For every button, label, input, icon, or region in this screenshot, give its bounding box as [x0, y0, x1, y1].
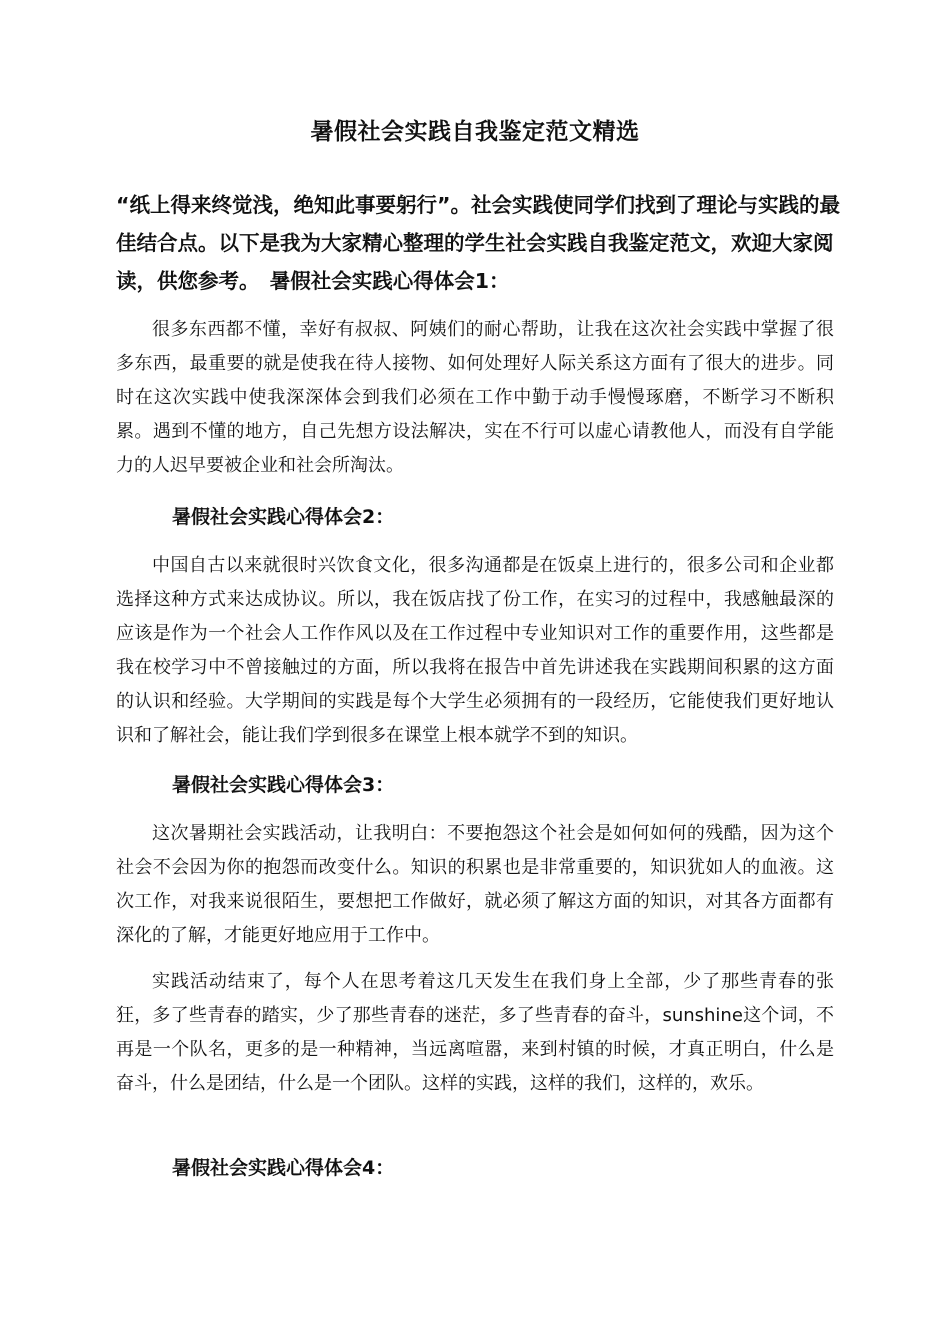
paragraph-4: 实践活动结束了，每个人在思考着这几天发生在我们身上全部，少了那些青春的张狂，多了些青春的踏实，少了那些青春的迷茫，多了些青春的奋斗，sunshine这个词，不再是一个队名，更多的是一种精神，当远离喧嚣，来到村镇的时候，才真正明白，什么是奋斗，什么是团结，什么是一个团队。这样的实践，这样的我们，这样的，欢乐。 — [116, 971, 834, 1094]
paragraph-1: 很多东西都不懂，幸好有叔叔、阿姨们的耐心帮助，让我在这次社会实践中掌握了很多东西，最重要的就是使我在待人接物、如何处理好人际关系这方面有了很大的进步。同时在这次实践中使我深深体会到我们必须在工作中勤于动手慢慢琢磨，不断学习不断积累。遇到不懂的地方，自己先想方设法解决，实在不行可以虚心请教他人，而没有自学能力的人迟早要被企业和社会所淘汰。 — [116, 319, 834, 476]
section-heading-3: 暑假社会实践心得体会3： — [172, 774, 395, 796]
intro-paragraph: “纸上得来终觉浅，绝知此事要躬行”。社会实践使同学们找到了理论与实践的最佳结合点。以下是我为大家精心整理的学生社会实践自我鉴定范文，欢迎大家阅读，供您参考。 暑假社会实践心得体会1： — [116, 193, 840, 293]
section-heading-4: 暑假社会实践心得体会4： — [172, 1157, 395, 1179]
section-heading-2: 暑假社会实践心得体会2： — [172, 506, 395, 528]
paragraph-2: 中国自古以来就很时兴饮食文化，很多沟通都是在饭桌上进行的，很多公司和企业都选择这种方式来达成协议。所以，我在饭店找了份工作，在实习的过程中，我感触最深的应该是作为一个社会人工作作风以及在工作过程中专业知识对工作的重要作用，这些都是我在校学习中不曾接触过的方面，所以我将在报告中首先讲述我在实践期间积累的这方面的认识和经验。大学期间的实践是每个大学生必须拥有的一段经历，它能使我们更好地认识和了解社会，能让我们学到很多在课堂上根本就学不到的知识。 — [116, 555, 834, 746]
paragraph-3: 这次暑期社会实践活动，让我明白：不要抱怨这个社会是如何如何的残酷，因为这个社会不会因为你的抱怨而改变什么。知识的积累也是非常重要的，知识犹如人的血液。这次工作，对我来说很陌生，要想把工作做好，就必须了解这方面的知识，对其各方面都有深化的了解，才能更好地应用于工作中。 — [116, 823, 834, 946]
document-title: 暑假社会实践自我鉴定范文精选 — [310, 119, 640, 145]
